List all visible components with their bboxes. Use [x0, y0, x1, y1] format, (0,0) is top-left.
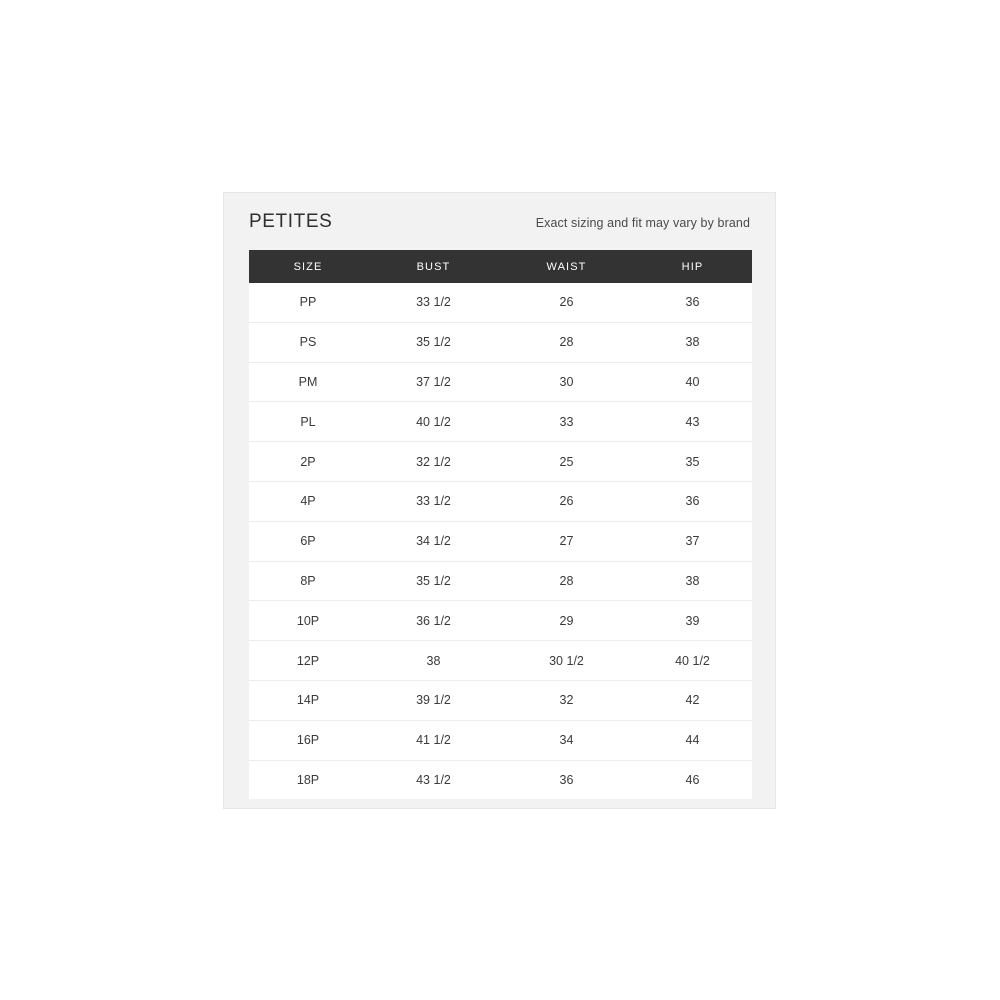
cell-hip: 36 [633, 481, 752, 521]
column-header-size: SIZE [249, 250, 367, 283]
cell-waist: 30 [500, 362, 633, 402]
cell-size: 6P [249, 521, 367, 561]
cell-bust: 33 1/2 [367, 283, 500, 322]
cell-bust: 40 1/2 [367, 402, 500, 442]
cell-bust: 32 1/2 [367, 442, 500, 482]
cell-size: 16P [249, 720, 367, 760]
size-table [249, 250, 752, 799]
cell-size: 12P [249, 641, 367, 681]
table-row [249, 521, 752, 561]
cell-bust: 41 1/2 [367, 720, 500, 760]
card-header [249, 211, 750, 245]
cell-hip: 38 [633, 322, 752, 362]
table-row [249, 720, 752, 760]
page-title: PETITES [249, 211, 333, 232]
size-chart-card [223, 192, 776, 809]
cell-hip: 39 [633, 601, 752, 641]
cell-hip: 42 [633, 680, 752, 720]
cell-hip: 46 [633, 760, 752, 799]
cell-size: 2P [249, 442, 367, 482]
column-header-waist: WAIST [500, 250, 633, 283]
cell-size: PS [249, 322, 367, 362]
cell-bust: 38 [367, 641, 500, 681]
table-row [249, 481, 752, 521]
cell-bust: 33 1/2 [367, 481, 500, 521]
table-header [249, 250, 752, 283]
cell-waist: 36 [500, 760, 633, 799]
cell-bust: 34 1/2 [367, 521, 500, 561]
cell-size: 4P [249, 481, 367, 521]
cell-bust: 37 1/2 [367, 362, 500, 402]
cell-waist: 28 [500, 322, 633, 362]
cell-waist: 33 [500, 402, 633, 442]
table-row [249, 442, 752, 482]
cell-hip: 37 [633, 521, 752, 561]
cell-hip: 36 [633, 283, 752, 322]
cell-hip: 40 [633, 362, 752, 402]
table-row [249, 322, 752, 362]
cell-hip: 43 [633, 402, 752, 442]
cell-waist: 26 [500, 481, 633, 521]
table-row [249, 561, 752, 601]
cell-waist: 26 [500, 283, 633, 322]
cell-size: PM [249, 362, 367, 402]
cell-bust: 39 1/2 [367, 680, 500, 720]
sizing-disclaimer: Exact sizing and fit may vary by brand [535, 216, 750, 230]
table-row [249, 641, 752, 681]
cell-bust: 36 1/2 [367, 601, 500, 641]
cell-bust: 43 1/2 [367, 760, 500, 799]
cell-size: 18P [249, 760, 367, 799]
column-header-hip: HIP [633, 250, 752, 283]
cell-waist: 27 [500, 521, 633, 561]
table-body [249, 283, 752, 799]
cell-hip: 44 [633, 720, 752, 760]
cell-bust: 35 1/2 [367, 561, 500, 601]
column-header-bust: BUST [367, 250, 500, 283]
table-row [249, 601, 752, 641]
cell-waist: 25 [500, 442, 633, 482]
cell-waist: 29 [500, 601, 633, 641]
cell-size: PL [249, 402, 367, 442]
cell-hip: 35 [633, 442, 752, 482]
size-table-wrapper [249, 250, 752, 799]
cell-hip: 40 1/2 [633, 641, 752, 681]
cell-size: 14P [249, 680, 367, 720]
table-row [249, 362, 752, 402]
table-row [249, 680, 752, 720]
table-row [249, 283, 752, 322]
table-row [249, 402, 752, 442]
cell-waist: 32 [500, 680, 633, 720]
cell-waist: 34 [500, 720, 633, 760]
cell-waist: 30 1/2 [500, 641, 633, 681]
cell-hip: 38 [633, 561, 752, 601]
cell-waist: 28 [500, 561, 633, 601]
cell-size: PP [249, 283, 367, 322]
table-header-row [249, 250, 752, 283]
cell-bust: 35 1/2 [367, 322, 500, 362]
cell-size: 8P [249, 561, 367, 601]
table-row [249, 760, 752, 799]
cell-size: 10P [249, 601, 367, 641]
